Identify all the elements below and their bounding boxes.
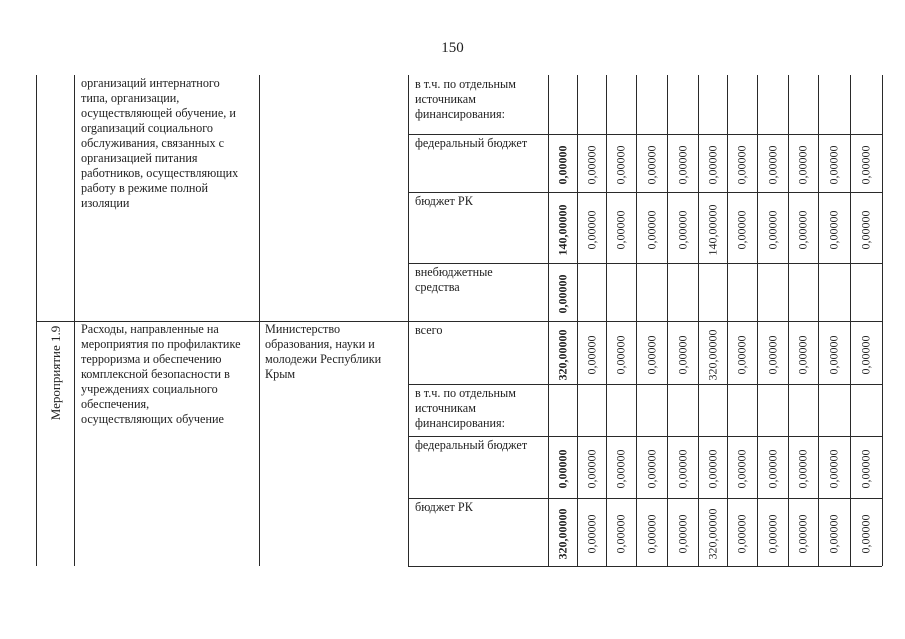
page-number: 150 [441, 40, 464, 56]
amount-value: 0,00000 [584, 449, 598, 489]
amount-value: 0,00000 [765, 335, 779, 374]
amount-value: 0,00000 [826, 449, 841, 489]
measure-description: Расходы, направленные на мероприятия по профилактике терроризма и обеспечению комплексной безопасности в учреждениях социального обеспечения, осуществляющих обучение [81, 322, 241, 426]
amount-value: 320,00000 [705, 508, 719, 560]
row-divider [408, 134, 882, 135]
amount-value: 0,00000 [584, 335, 598, 374]
amount-value: 0,00000 [613, 145, 628, 185]
funding-source: всего [415, 323, 443, 337]
amount-value: 0,00000 [795, 335, 810, 374]
amount-value: 0,00000 [644, 449, 658, 489]
amount-value: 0,00000 [858, 514, 873, 554]
funding-source: бюджет РК [415, 194, 473, 208]
amount-value: 0,00000 [613, 210, 628, 249]
amount-value: 140,00000 [705, 204, 719, 255]
amount-value: 0,00000 [555, 145, 569, 185]
amount-value: 0,00000 [826, 514, 841, 554]
amount-value: 0,00000 [734, 145, 749, 185]
amount-value: 0,00000 [675, 514, 689, 554]
amount-value: 0,00000 [675, 335, 689, 374]
funding-source: внебюджетные средства [415, 265, 493, 294]
amount-value: 0,00000 [613, 335, 628, 374]
row-divider [408, 384, 882, 385]
amount-value: 0,00000 [795, 449, 810, 489]
amount-value: 0,00000 [584, 514, 598, 554]
amount-value: 0,00000 [765, 145, 779, 185]
funding-source: в т.ч. по отдельным источникам финансирования: [415, 386, 516, 430]
amount-value: 0,00000 [675, 449, 689, 489]
amount-value: 0,00000 [765, 514, 779, 554]
amount-value: 320,00000 [705, 329, 719, 380]
amount-value: 320,00000 [555, 508, 569, 560]
amount-value: 0,00000 [734, 210, 749, 249]
measure-description: организаций интернатного типа, организации, осуществляющей обучение, и organизаций социального обслуживания, связанных с организацией питания работников, осуществляющих работу в режиме полной изоляции [81, 76, 239, 210]
amount-value: 0,00000 [644, 514, 658, 554]
amount-value: 0,00000 [675, 145, 689, 185]
amount-value: 0,00000 [644, 335, 658, 374]
amount-value: 0,00000 [734, 514, 749, 554]
amount-value: 0,00000 [644, 145, 658, 185]
funding-source: в т.ч. по отдельным источникам финансирования: [415, 77, 516, 121]
amount-value: 0,00000 [765, 210, 779, 249]
amount-value: 0,00000 [826, 145, 841, 185]
table-bottom-border [408, 566, 882, 567]
amount-value: 0,00000 [675, 210, 689, 249]
amount-value: 0,00000 [795, 145, 810, 185]
row-divider [408, 436, 882, 437]
funding-source: федеральный бюджет [415, 438, 528, 452]
row-divider [408, 263, 882, 264]
column-divider [882, 75, 883, 566]
amount-value: 0,00000 [705, 145, 719, 185]
amount-value: 0,00000 [826, 210, 841, 249]
measure-label: Мероприятие 1.9 [48, 325, 63, 421]
amount-value: 0,00000 [555, 449, 569, 489]
amount-value: 140,00000 [555, 204, 569, 255]
amount-value: 0,00000 [613, 514, 628, 554]
amount-value: 0,00000 [555, 274, 569, 314]
amount-value: 0,00000 [644, 210, 658, 249]
funding-source: федеральный бюджет [415, 136, 528, 150]
amount-value: 0,00000 [613, 449, 628, 489]
amount-value: 0,00000 [734, 335, 749, 374]
amount-value: 0,00000 [734, 449, 749, 489]
amount-value: 0,00000 [795, 514, 810, 554]
row-divider [408, 498, 882, 499]
row-divider [408, 321, 882, 322]
amount-value: 0,00000 [858, 210, 873, 249]
row-divider [408, 192, 882, 193]
amount-value: 0,00000 [795, 210, 810, 249]
amount-value: 0,00000 [705, 449, 719, 489]
amount-value: 0,00000 [765, 449, 779, 489]
amount-value: 0,00000 [858, 145, 873, 185]
amount-value: 0,00000 [584, 210, 598, 249]
executor: Министерство образования, науки и молодежи Республики Крым [265, 322, 382, 381]
amount-value: 0,00000 [858, 449, 873, 489]
amount-value: 0,00000 [858, 335, 873, 374]
funding-source: бюджет РК [415, 500, 473, 514]
amount-value: 0,00000 [584, 145, 598, 185]
amount-value: 320,00000 [555, 329, 569, 380]
amount-value: 0,00000 [826, 335, 841, 374]
